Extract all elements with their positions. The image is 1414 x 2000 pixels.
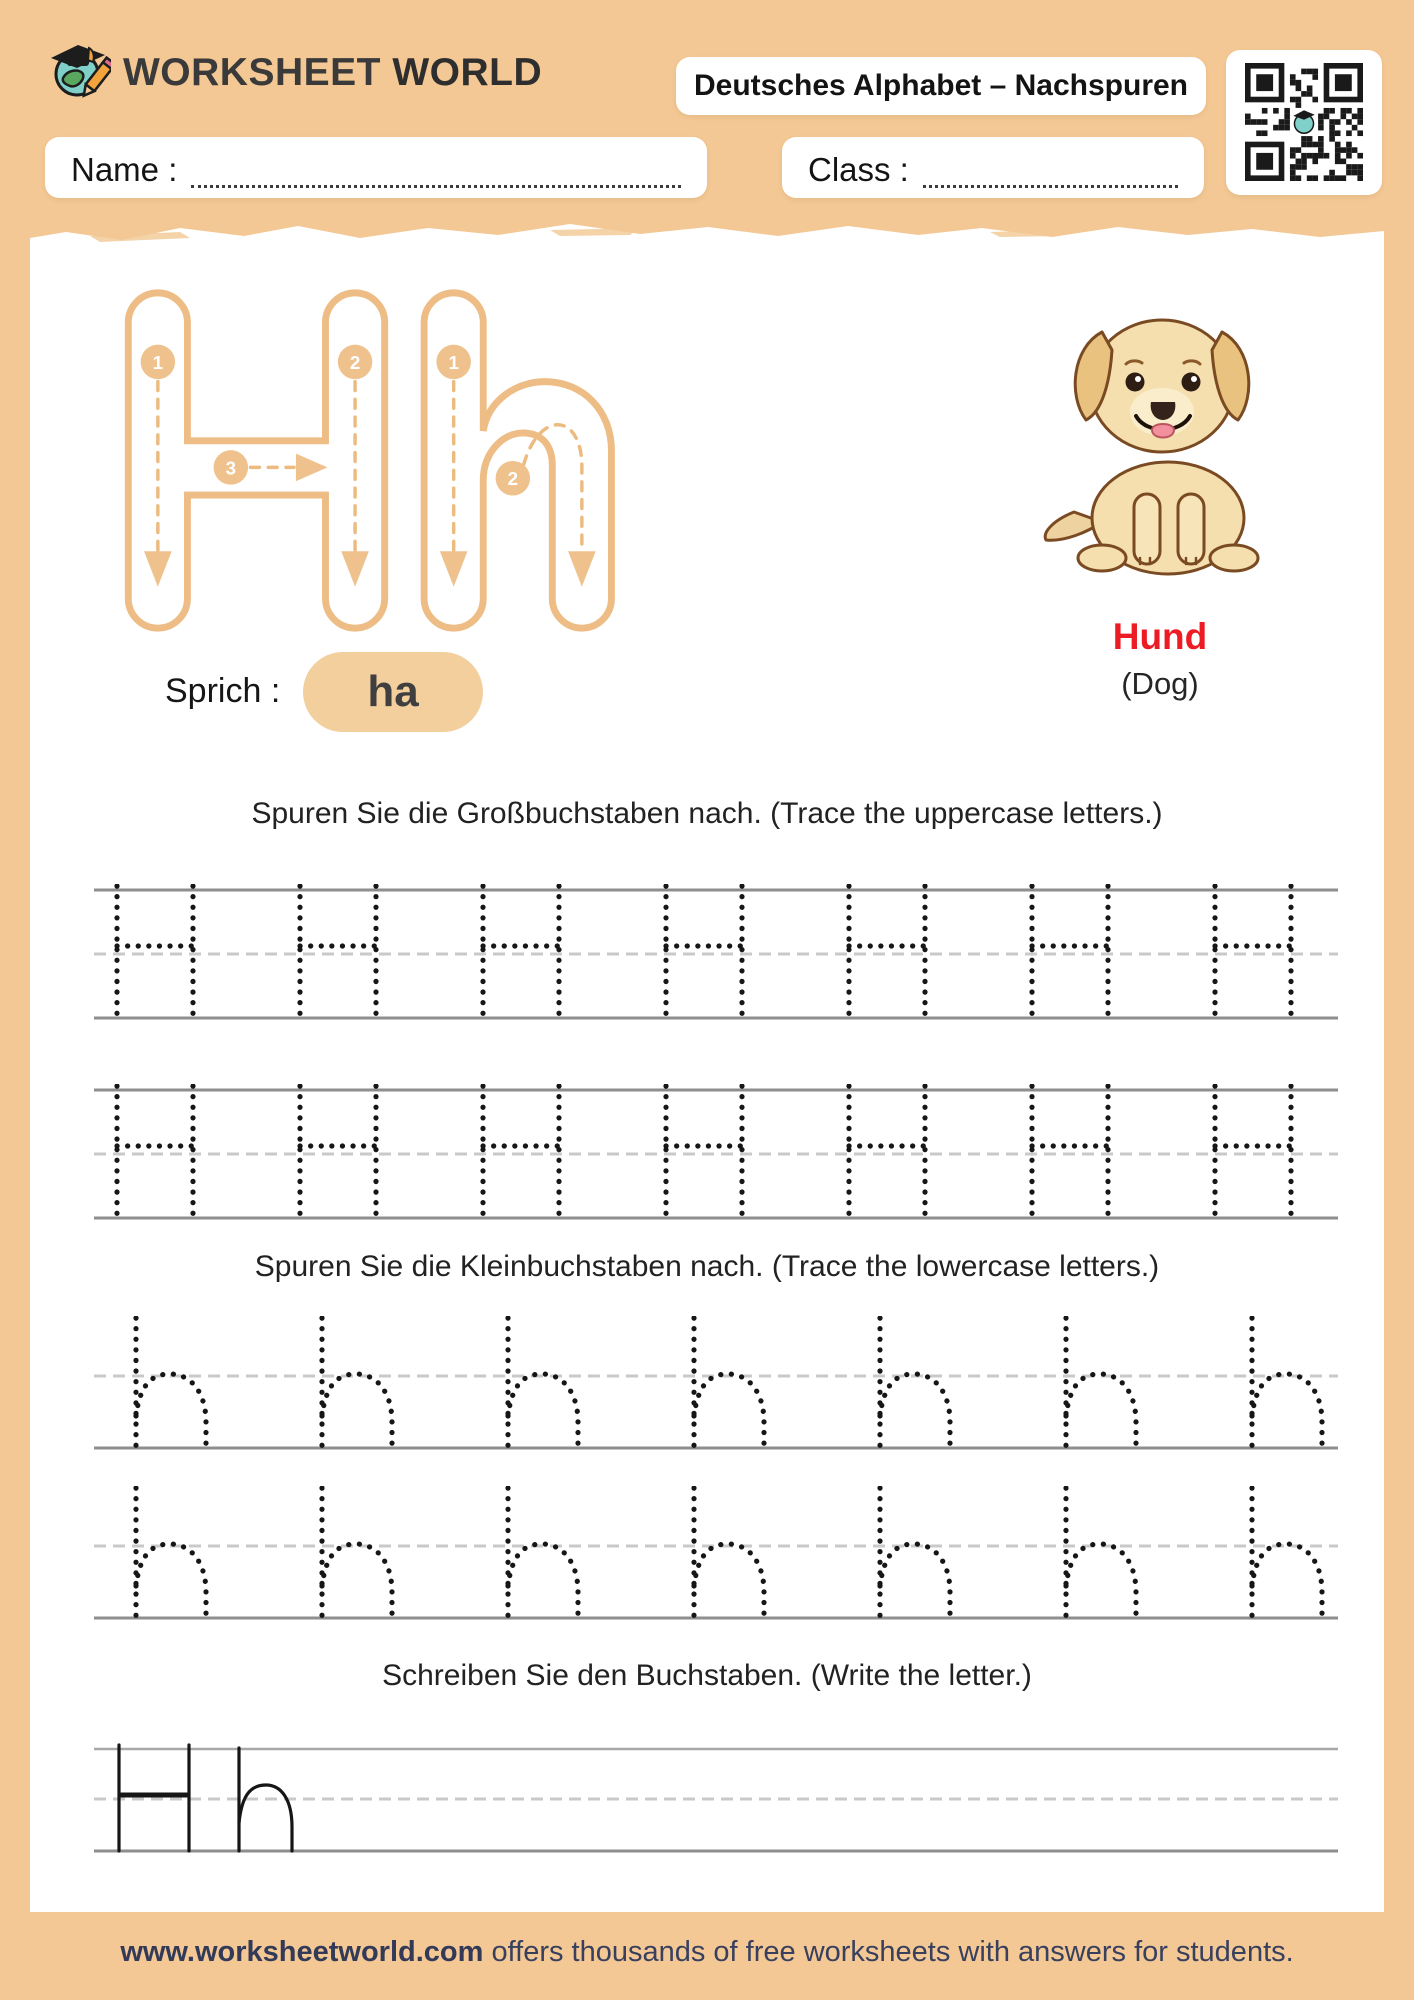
- hollow-uppercase-H: [128, 293, 384, 628]
- name-label: Name :: [71, 151, 178, 188]
- trace-letter-diagram: [95, 283, 625, 638]
- write-practice-row: [72, 1741, 1344, 1871]
- stroke-number-2-lowercase: 2: [507, 468, 519, 490]
- lowercase-trace-row-2: [72, 1486, 1344, 1626]
- speak-syllable: ha: [367, 667, 419, 716]
- brand-name: [123, 51, 542, 95]
- lowercase-trace-row-1: [72, 1316, 1344, 1456]
- vocab-word: Hund: [1112, 616, 1208, 657]
- write-section-heading: Schreiben Sie den Buchstaben. (Write the letter.): [382, 1659, 1032, 1692]
- footer-url: www.worksheetworld.com: [120, 1936, 484, 1968]
- stroke-number-2-uppercase: 2: [349, 351, 361, 373]
- vocab-translation: (Dog): [1121, 666, 1199, 701]
- class-fill-line: [923, 151, 1178, 188]
- worksheet-title: [676, 57, 1206, 115]
- brand: [45, 38, 542, 107]
- worksheet-title-text: Deutsches Alphabet – Nachspuren: [693, 69, 1189, 102]
- uppercase-trace-row-2: [72, 1084, 1344, 1224]
- name-fill-line: [191, 151, 681, 188]
- name-field: [45, 137, 707, 198]
- brand-name-second: WORLD: [392, 50, 543, 94]
- class-label: Class :: [808, 151, 909, 188]
- qr-code: [1245, 63, 1363, 181]
- vocab-image-block: [1030, 290, 1290, 702]
- torn-paper-edge: [30, 218, 1384, 258]
- class-field: [782, 137, 1204, 198]
- brand-logo-icon: [45, 38, 111, 107]
- uppercase-section-heading: Spuren Sie die Großbuchstaben nach. (Trace the uppercase letters.): [251, 797, 1163, 830]
- stroke-number-1-uppercase: 1: [152, 351, 164, 373]
- stroke-number-1-lowercase: 1: [448, 351, 459, 373]
- qr-code-box: [1226, 50, 1382, 195]
- brand-name-first: WORKSHEET: [123, 50, 381, 94]
- stroke-number-3-uppercase: 3: [225, 457, 237, 479]
- uppercase-trace-row-1: [72, 884, 1344, 1024]
- speak-syllable-pill: [303, 652, 483, 732]
- puppy-illustration: [1040, 290, 1280, 602]
- footer: [0, 1936, 1414, 1969]
- footer-text: offers thousands of free worksheets with answers for students.: [483, 1936, 1294, 1968]
- speak-label: Sprich :: [165, 672, 281, 710]
- lowercase-section-heading: Spuren Sie die Kleinbuchstaben nach. (Trace the lowercase letters.): [254, 1250, 1160, 1283]
